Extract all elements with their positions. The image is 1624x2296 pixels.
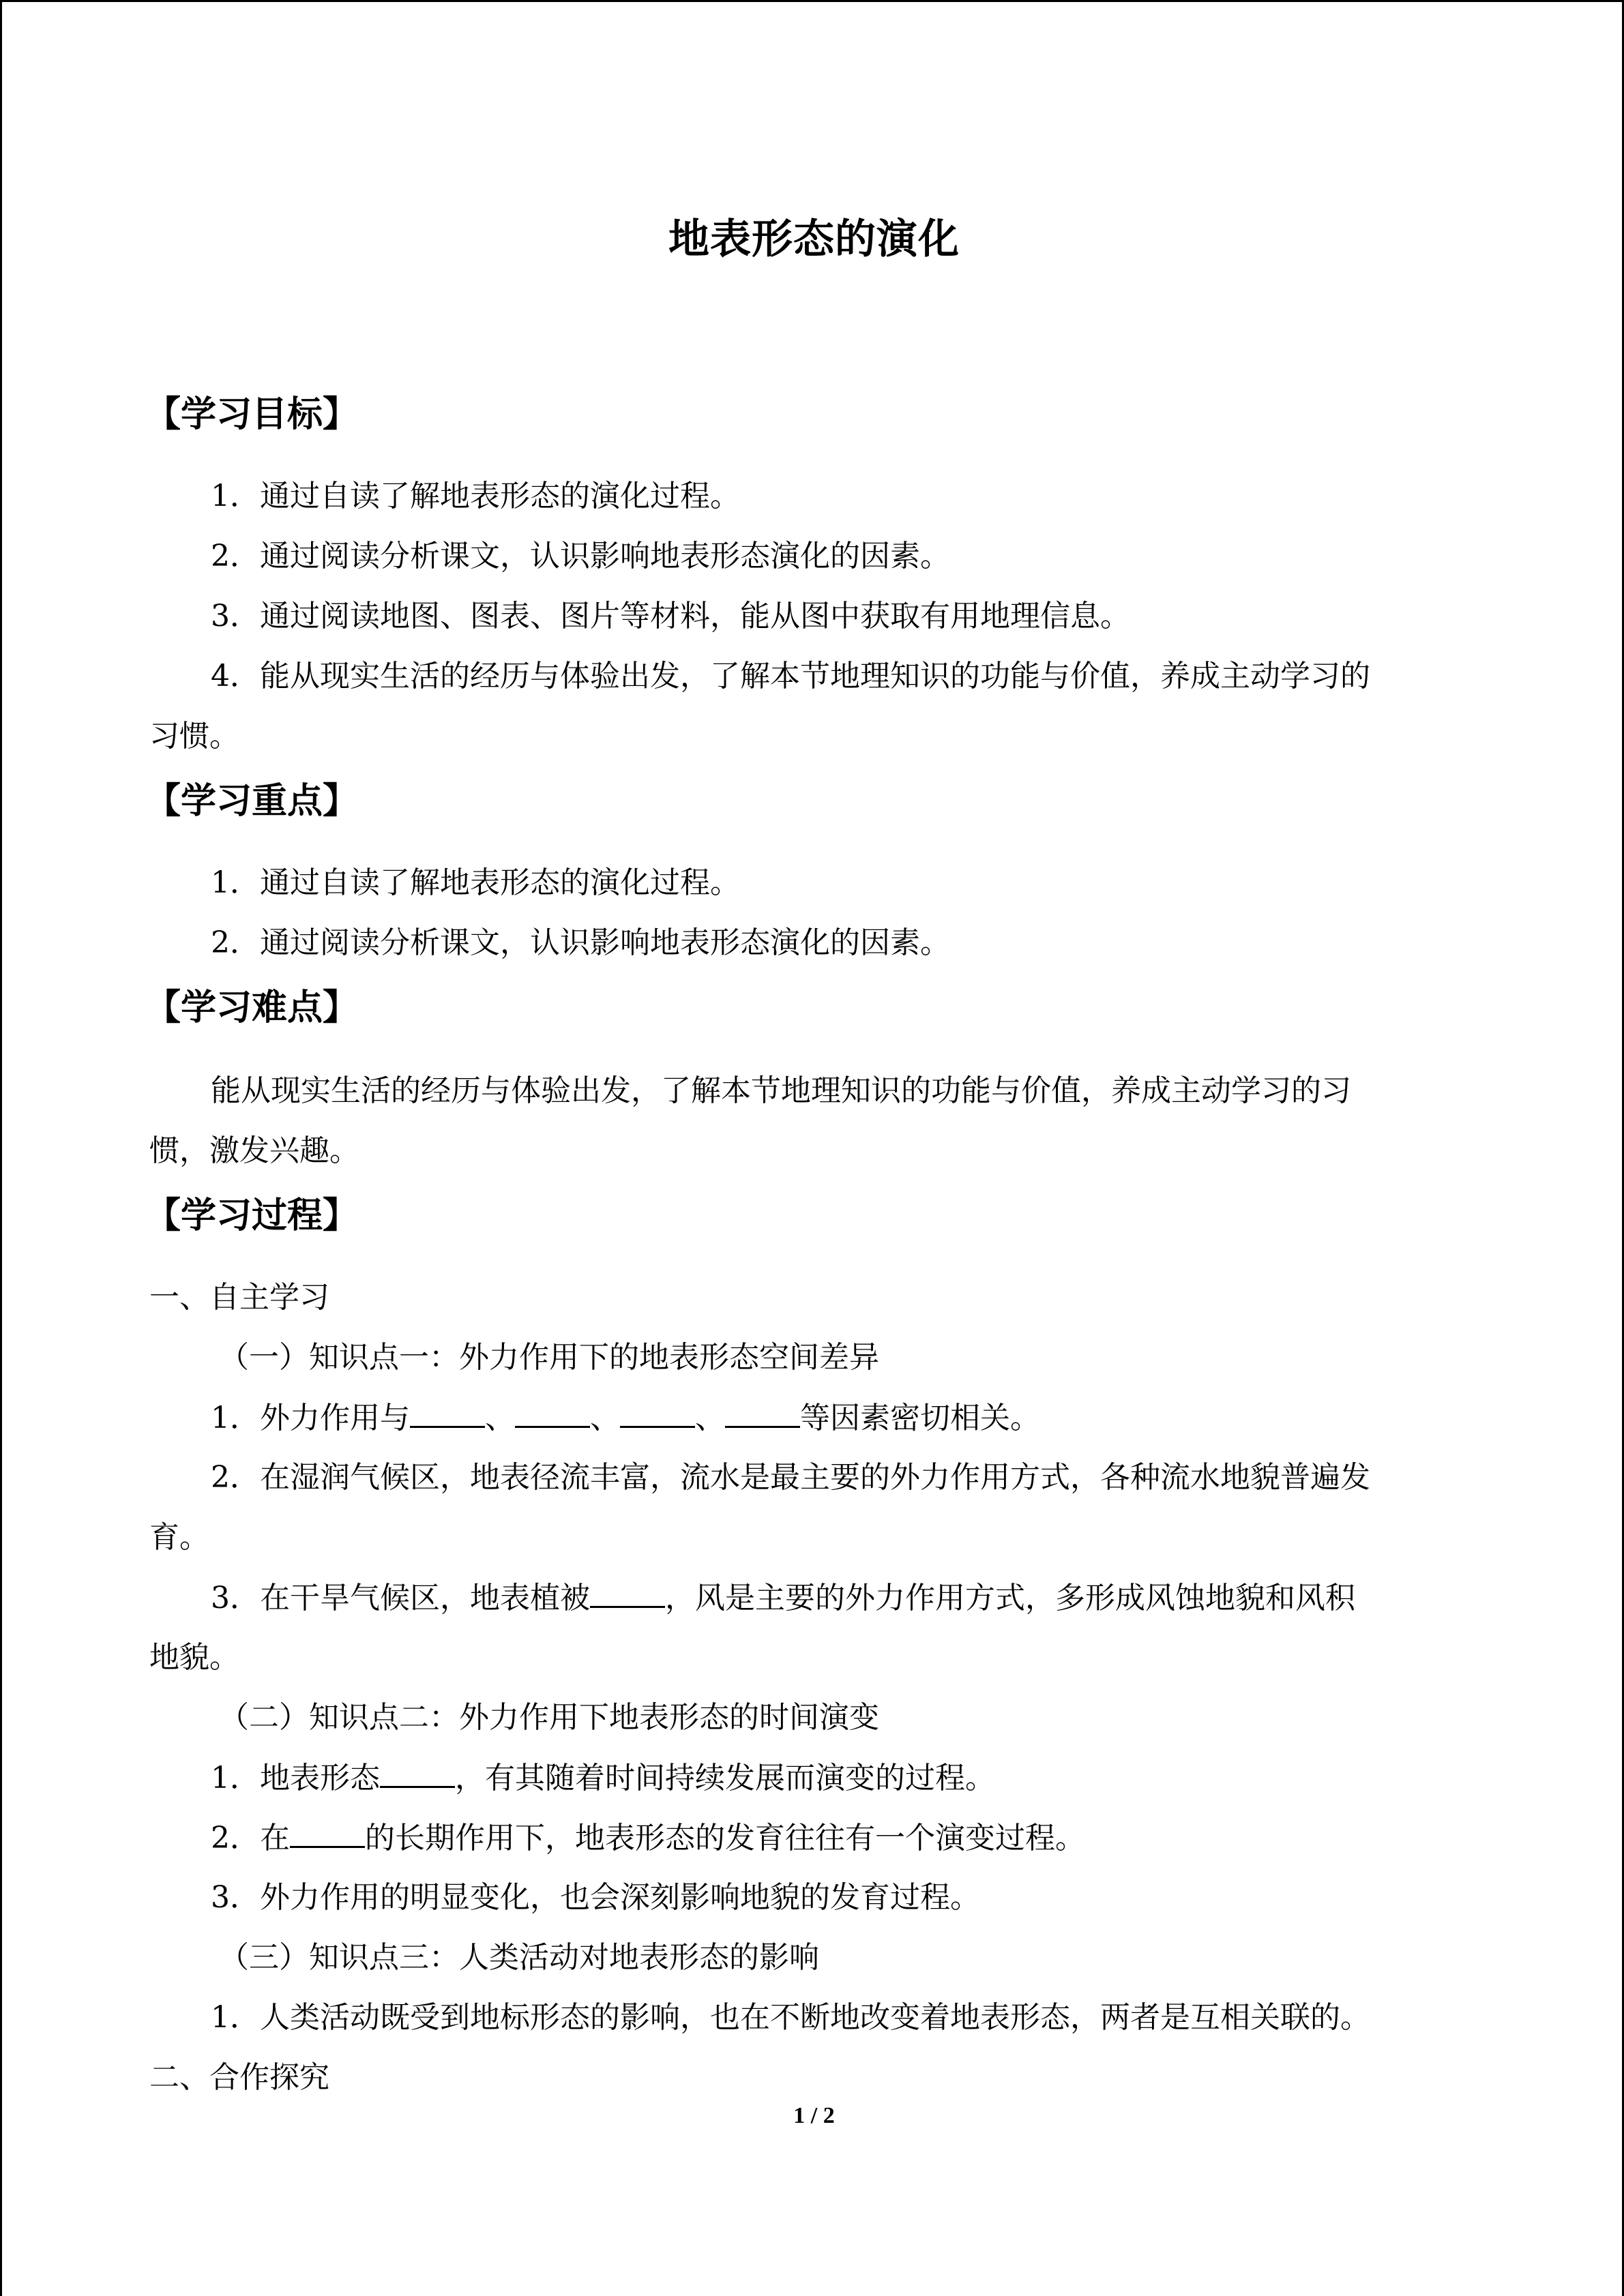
k2-item-1-suffix: ，有其随着时间持续发展而演变的过程。 (455, 1761, 995, 1795)
goal-item-1: 1．通过自读了解地表形态的演化过程。 (211, 479, 740, 513)
separator: 、 (485, 1401, 515, 1435)
k1-item-1 (211, 1397, 1040, 1439)
k1-item-3-continued: 地貌。 (149, 1640, 239, 1675)
section-heading-process: 【学习过程】 (145, 1195, 359, 1236)
k2-item-1-prefix: 1．地表形态 (211, 1761, 380, 1795)
knowledge-point-2-title: （二）知识点二：外力作用下地表形态的时间演变 (219, 1700, 879, 1735)
goal-item-4: 4．能从现实生活的经历与体验出发，了解本节地理知识的功能与价值，养成主动学习的 (211, 659, 1370, 694)
k2-item-2-prefix: 2．在 (211, 1821, 290, 1855)
knowledge-point-3-title: （三）知识点三：人类活动对地表形态的影响 (219, 1940, 819, 1975)
fill-blank[interactable] (725, 1397, 800, 1428)
k1-item-3-suffix: ，风是主要的外力作用方式，多形成风蚀地貌和风积 (665, 1581, 1355, 1615)
goal-item-4-continued: 习惯。 (149, 719, 239, 754)
k1-item-3-prefix: 3．在干旱气候区，地表植被 (211, 1581, 590, 1615)
k1-item-1-prefix: 1．外力作用与 (211, 1401, 410, 1435)
separator: 、 (590, 1401, 620, 1435)
k2-item-2 (211, 1817, 1085, 1859)
goal-item-2: 2．通过阅读分析课文，认识影响地表形态演化的因素。 (211, 539, 950, 573)
section-heading-difficult: 【学习难点】 (145, 987, 359, 1028)
fill-blank[interactable] (290, 1817, 365, 1848)
k1-item-1-suffix: 等因素密切相关。 (800, 1401, 1040, 1435)
difficult-line-2: 惯，激发兴趣。 (149, 1133, 359, 1168)
key-item-2: 2．通过阅读分析课文，认识影响地表形态演化的因素。 (211, 925, 950, 960)
fill-blank[interactable] (380, 1757, 455, 1788)
key-item-1: 1．通过自读了解地表形态的演化过程。 (211, 865, 740, 900)
k2-item-3: 3．外力作用的明显变化，也会深刻影响地貌的发育过程。 (211, 1880, 980, 1915)
k2-item-2-suffix: 的长期作用下，地表形态的发育往往有一个演变过程。 (365, 1821, 1085, 1855)
fill-blank[interactable] (410, 1397, 485, 1428)
k3-item-1: 1．人类活动既受到地标形态的影响，也在不断地改变着地表形态，两者是互相关联的。 (211, 2000, 1370, 2035)
part-2-title: 二、合作探究 (149, 2060, 329, 2095)
k1-item-3 (211, 1577, 1355, 1619)
section-heading-key: 【学习重点】 (145, 781, 359, 822)
k1-item-2: 2．在湿润气候区，地表径流丰富，流水是最主要的外力作用方式，各种流水地貌普遍发 (211, 1460, 1370, 1495)
k2-item-1 (211, 1757, 995, 1799)
fill-blank[interactable] (590, 1577, 665, 1608)
part-1-title: 一、自主学习 (149, 1280, 329, 1315)
k1-item-2-continued: 育。 (149, 1520, 209, 1555)
goal-item-3: 3．通过阅读地图、图表、图片等材料，能从图中获取有用地理信息。 (211, 599, 1130, 633)
page-title: 地表形态的演化 (668, 215, 960, 263)
page-number: 1 / 2 (793, 2103, 835, 2128)
fill-blank[interactable] (620, 1397, 695, 1428)
fill-blank[interactable] (515, 1397, 590, 1428)
section-heading-goals: 【学习目标】 (145, 394, 359, 435)
knowledge-point-1-title: （一）知识点一：外力作用下的地表形态空间差异 (219, 1340, 879, 1375)
separator: 、 (695, 1401, 725, 1435)
difficult-line-1: 能从现实生活的经历与体验出发，了解本节地理知识的功能与价值，养成主动学习的习 (211, 1073, 1351, 1108)
